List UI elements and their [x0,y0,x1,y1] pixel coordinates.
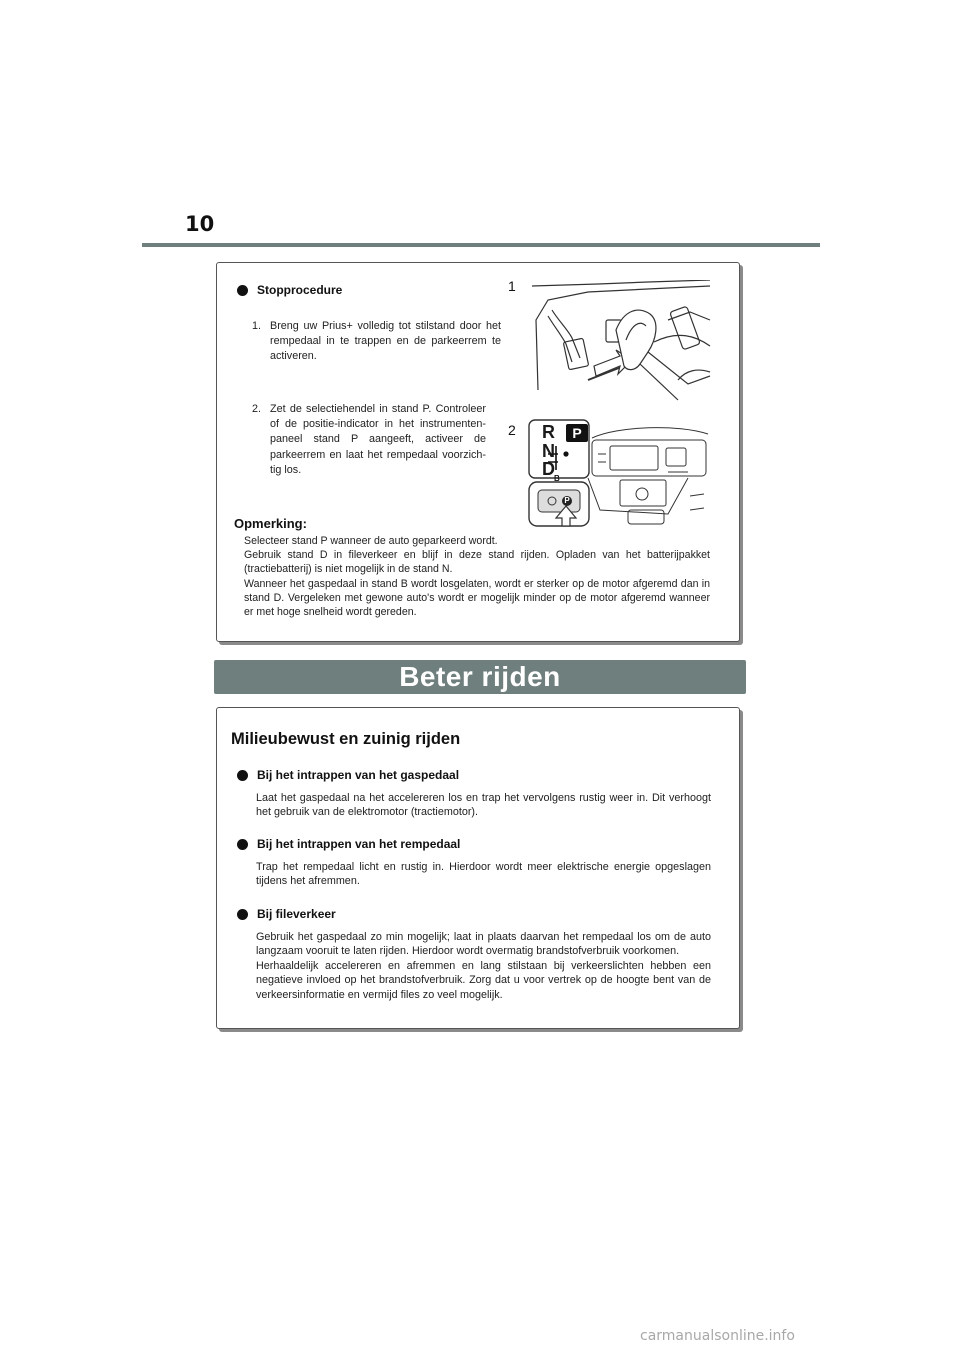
step-1-text: Breng uw Prius+ volledig tot stilstand door het rempedaal in te trappen en de parkeerrem te activeren. [270,320,501,363]
bullet-icon [237,909,248,920]
section-band [214,660,746,694]
gear-letter-n: N [542,441,555,461]
figure-label-1: 1 [508,278,516,294]
bullet-icon [237,839,248,850]
brake-heading-text: Bij het intrappen van het rempedaal [257,837,461,851]
brake-line-1: Trap het rempedaal licht en rustig in. Hierdoor wordt meer elektrische energie opgeslagen tijdens het afremmen. [256,861,711,888]
traffic-line-2: Herhaaldelijk accelereren en afremmen en lang stilstaan bij verkeerslichten hebben een negatieve invloed op het brandstofverbruik. Zorg dat u voor vertrek op de hoogte bent van de verkeersinformatie en vermijd files zo veel mogelijk. [256,959,711,1001]
brake-pedal-illustration [528,280,712,405]
traffic-heading [237,907,336,921]
traffic-heading-text: Bij fileverkeer [257,907,336,921]
note-line-1: Selecteer stand P wanneer de auto geparkeerd wordt. [244,535,498,547]
traffic-line-1: Gebruik het gaspedaal zo min mogelijk; laat in plaats daarvan het rempedaal los om de auto langzaam vooruit te laten rijden. Hierdoor wordt overmatig brandstofverbruik voorkomen. [256,931,711,958]
bullet-icon [237,285,248,296]
note-body [244,534,710,619]
accelerator-heading [237,768,459,782]
accelerator-heading-text: Bij het intrappen van het gaspedaal [257,768,460,782]
brake-body [256,860,711,889]
traffic-body [256,930,711,1002]
note-line-2: Gebruik stand D in fileverkeer en blijf in deze stand rijden. Opladen van het batterijpakket (tractiebatterij) is niet mogelijk in de stand N. [244,549,710,576]
page-number: 10 [185,212,215,236]
stop-procedure-title: Stopprocedure [257,283,343,297]
gear-letter-d: D [542,459,555,479]
park-p-icon: P [566,424,588,442]
step-2-text: Zet de selectiehendel in stand P. Controleer of de positie-indicator in het instrumenten-paneel stand P aangeeft, activeer de parkeerrem en laat het rempedaal voorzich-tig los. [270,403,486,476]
watermark: carmanualsonline.info [640,1328,795,1344]
dashboard-illustration [528,418,712,528]
gear-letter-b: B [554,474,560,483]
bullet-icon [237,770,248,781]
gear-letter-r: R [542,422,555,442]
park-button-icon: P [562,496,572,506]
stop-procedure-heading [237,283,342,297]
step-1-number: 1. [252,320,262,332]
note-title: Opmerking: [234,516,307,531]
brake-heading [237,837,460,851]
note-line-3: Wanneer het gaspedaal in stand B wordt losgelaten, wordt er sterker op de motor afgeremd dan in stand D. Vergeleken met gewone auto's wordt er mogelijk minder op de motor afgeremd wanneer er met hoge snelheid wordt gereden. [244,577,710,619]
step-1 [252,319,501,365]
step-2 [252,402,486,478]
eco-driving-title: Milieubewust en zuinig rijden [231,730,461,748]
accelerator-line-1: Laat het gaspedaal na het accelereren los en trap het vervolgens rustig weer in. Dit verhoogt het gebruik van de elektromotor (tractiemotor). [256,792,711,819]
section-band-title: Beter rijden [399,661,561,692]
step-2-number: 2. [252,403,262,415]
figure-label-2: 2 [508,422,516,438]
header-rule [142,243,820,247]
accelerator-body [256,791,711,820]
